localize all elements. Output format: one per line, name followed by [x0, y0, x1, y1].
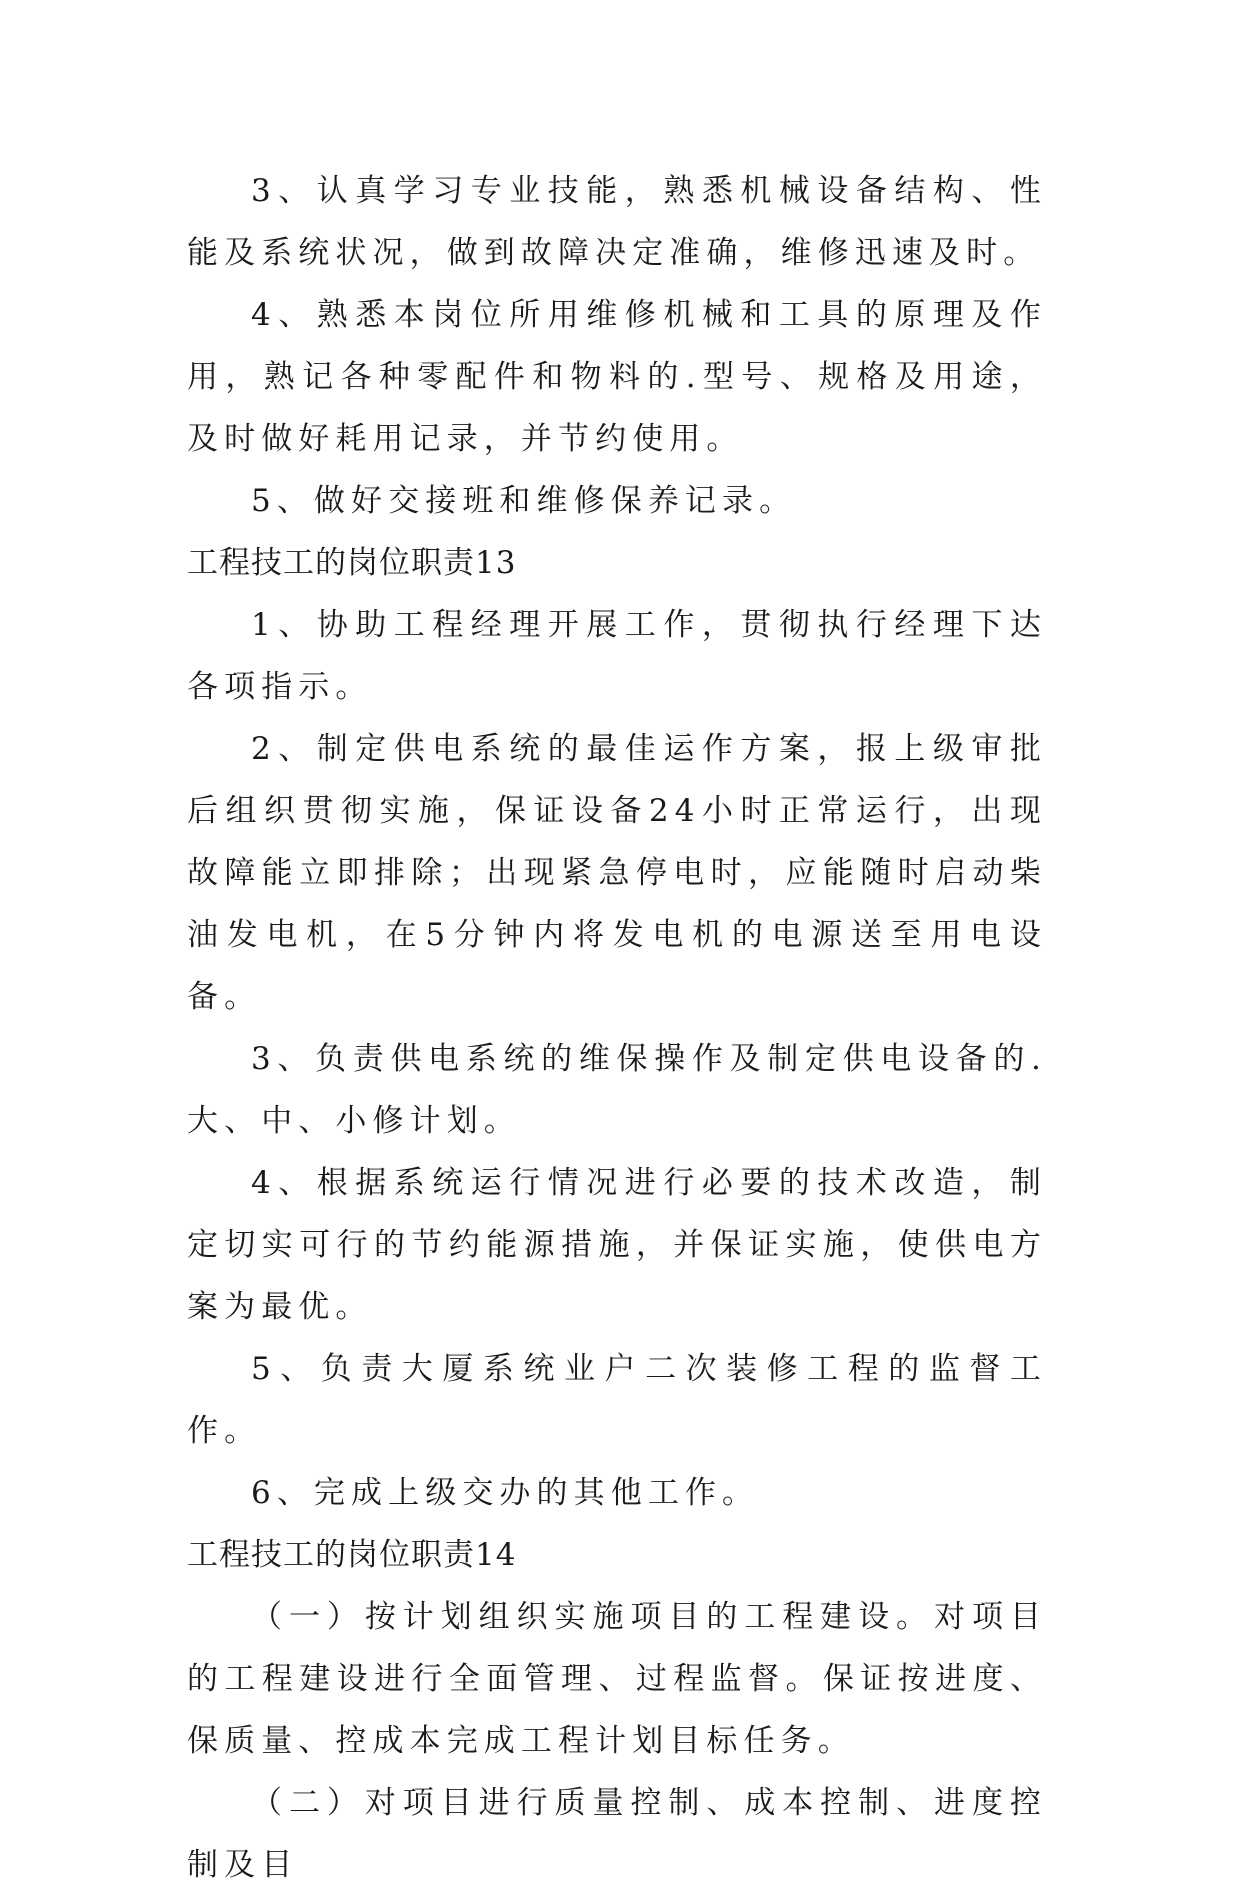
- paragraph-4-tools: 4、熟悉本岗位所用维修机械和工具的原理及作用，熟记各种零配件和物料的.型号、规格及用途，及时做好耗用记录，并节约使用。: [187, 297, 1047, 457]
- paragraph-5-handover: 5、做好交接班和维修保养记录。: [251, 483, 797, 519]
- paragraph-1-assist: 1、协助工程经理开展工作，贯彻执行经理下达各项指示。: [187, 607, 1047, 705]
- paragraph-item-two: （二）对项目进行质量控制、成本控制、进度控制及目: [187, 1785, 1047, 1883]
- document-page: [187, 160, 1047, 1896]
- paragraph-item-one: （一）按计划组织实施项目的工程建设。对项目的工程建设进行全面管理、过程监督。保证按进度、保质量、控成本完成工程计划目标任务。: [187, 1599, 1047, 1759]
- paragraph-2-power-plan: 2、制定供电系统的最佳运作方案，报上级审批后组织贯彻实施，保证设备24小时正常运行，出现故障能立即排除；出现紧急停电时，应能随时启动柴油发电机，在5分钟内将发电机的电源送至用电设备。: [187, 731, 1047, 1015]
- paragraph-6-other-work: 6、完成上级交办的其他工作。: [251, 1475, 760, 1511]
- section-heading-13: 工程技工的岗位职责13: [187, 545, 517, 581]
- section-heading-14: 工程技工的岗位职责14: [187, 1537, 517, 1573]
- paragraph-4-improvement: 4、根据系统运行情况进行必要的技术改造，制定切实可行的节约能源措施，并保证实施，使供电方案为最优。: [187, 1165, 1047, 1325]
- paragraph-3-maintenance: 3、负责供电系统的维保操作及制定供电设备的.大、中、小修计划。: [187, 1041, 1047, 1139]
- paragraph-3-skills: 3、认真学习专业技能，熟悉机械设备结构、性能及系统状况，做到故障决定准确，维修迅速及时。: [187, 173, 1047, 271]
- paragraph-5-supervision: 5、负责大厦系统业户二次装修工程的监督工作。: [187, 1351, 1047, 1449]
